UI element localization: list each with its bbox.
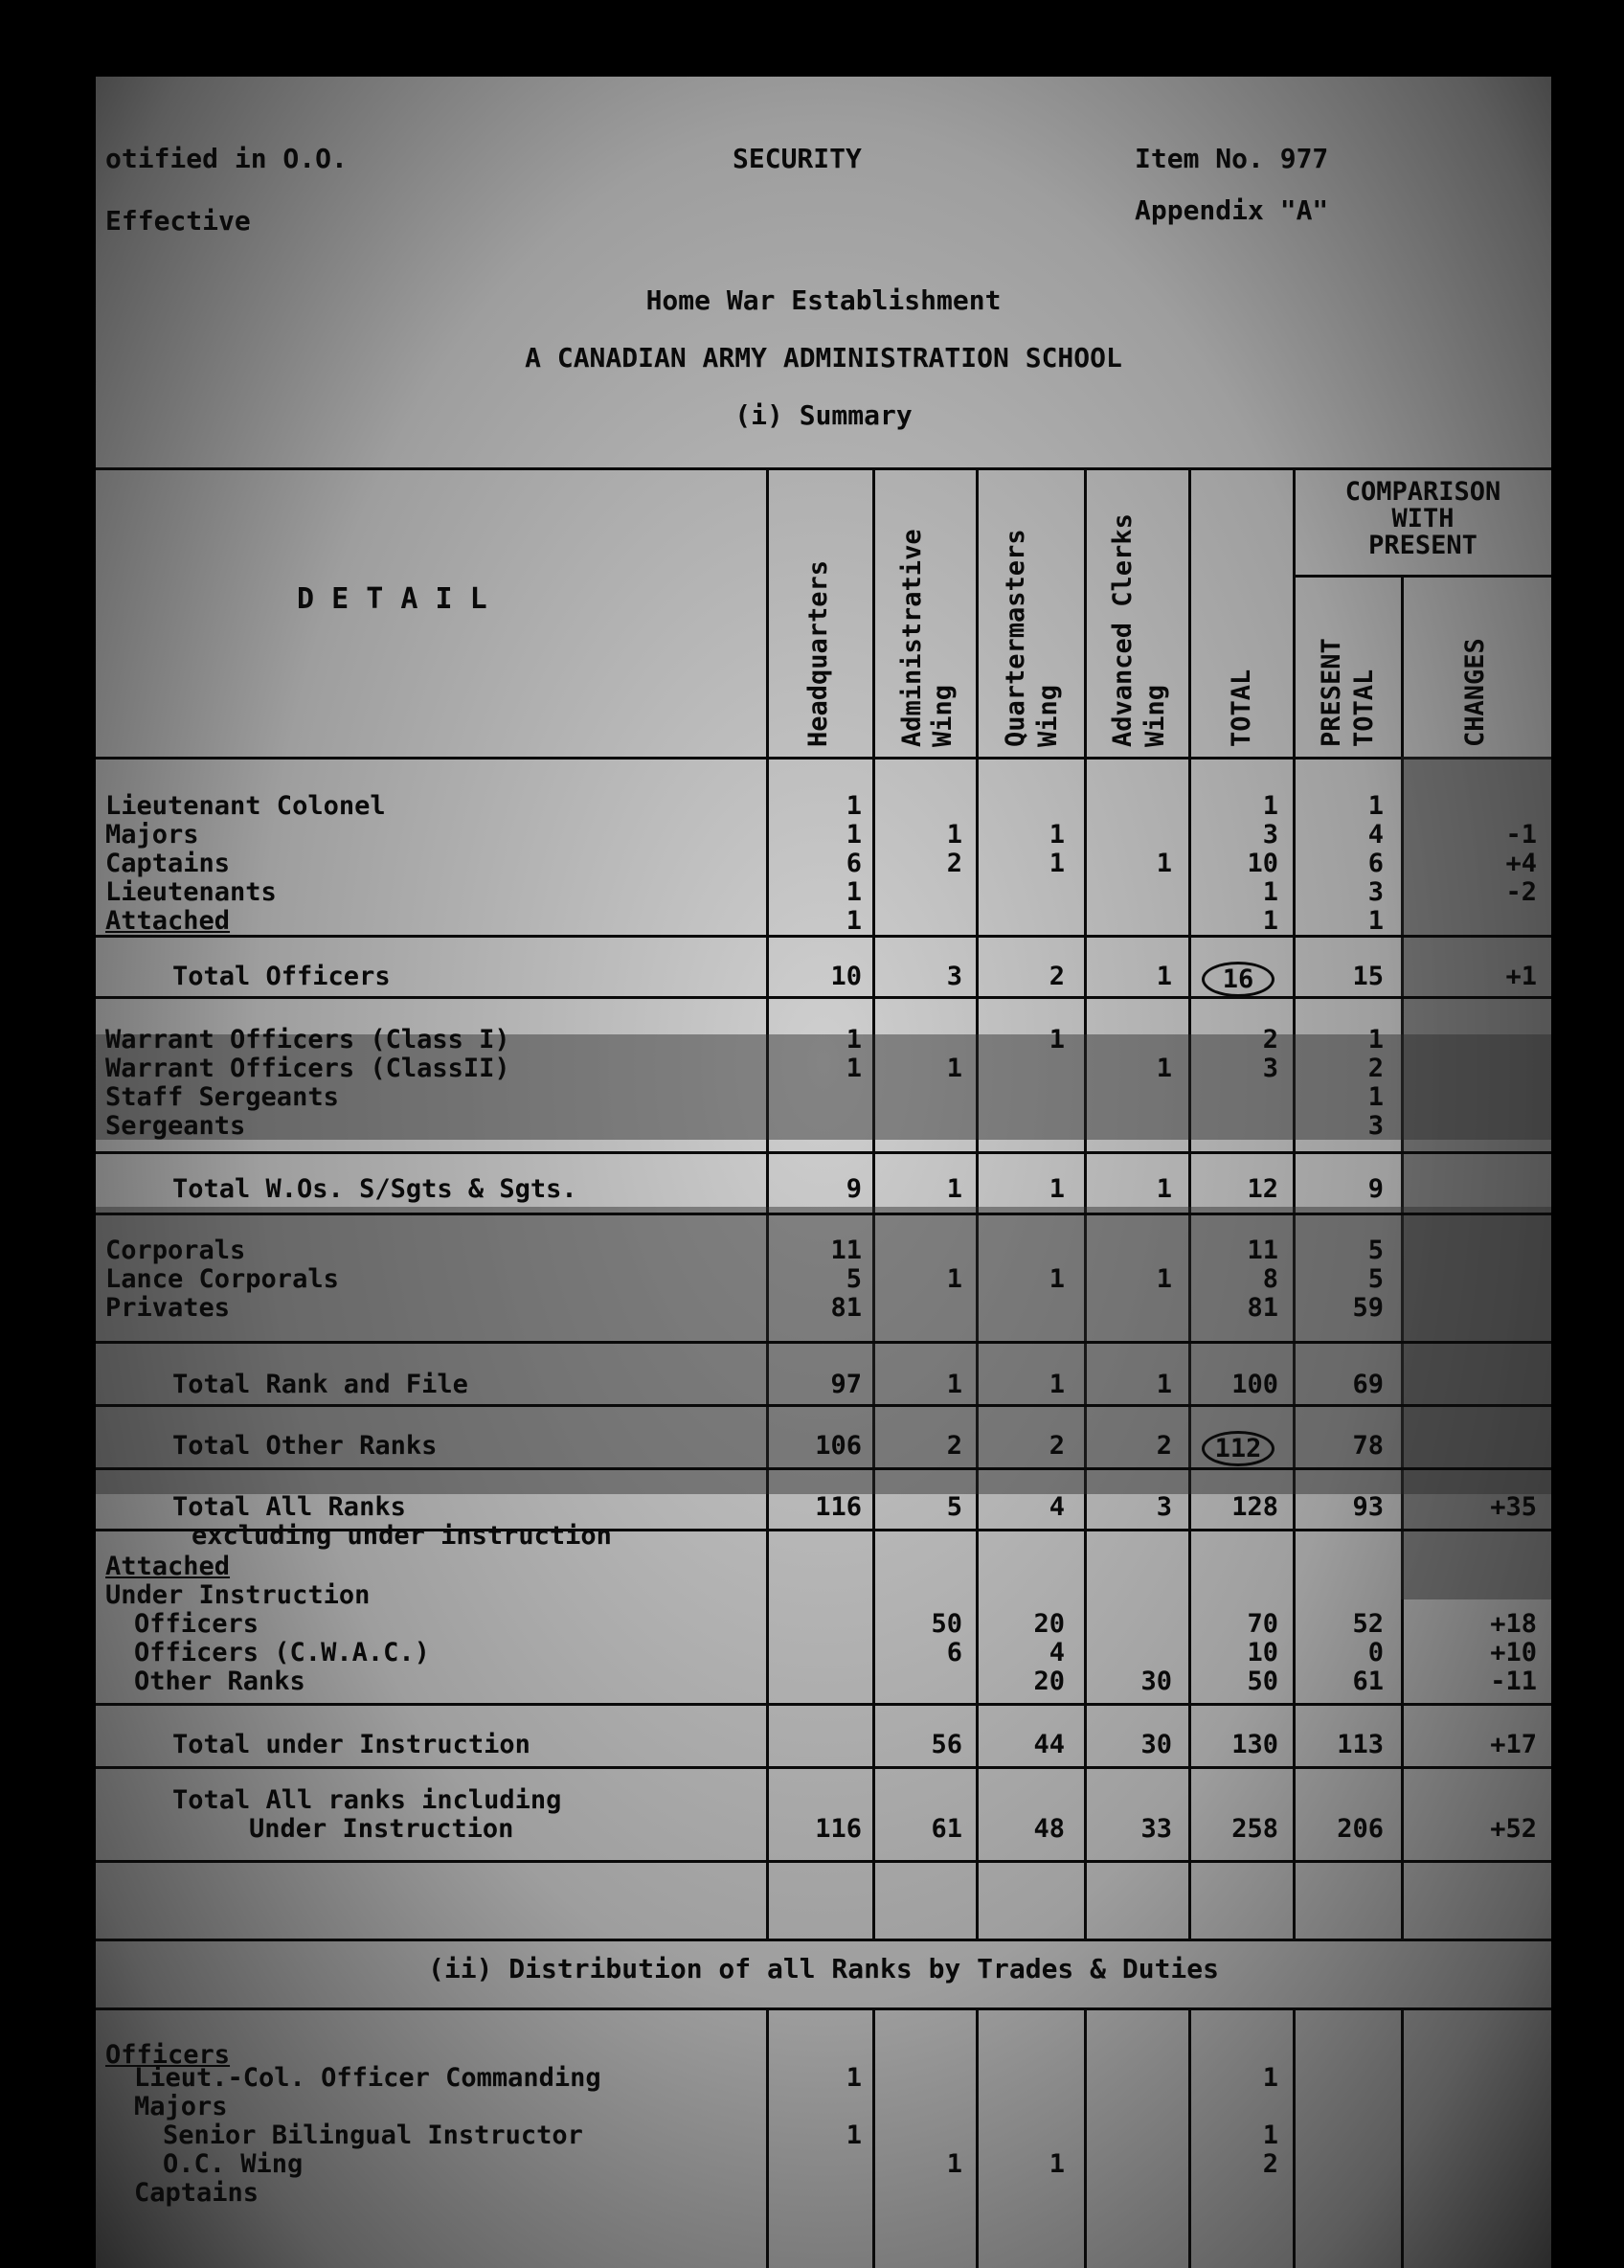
row-label: Officers [134,1609,259,1639]
row-label: Officers (C.W.A.C.) [134,1638,430,1667]
cell-adv: 1 [1156,849,1172,878]
cell-chg: -1 [1505,820,1537,850]
cell-chg: +35 [1490,1492,1537,1522]
column-admin-wing-2: Wing [928,684,958,747]
cell-qm: 4 [1049,1638,1065,1667]
column-qm-wing-2: Wing [1033,684,1063,747]
item-number: Item No. 977 [1135,143,1329,174]
row-label: Warrant Officers (Class I) [105,1025,510,1055]
cell-qm: 1 [1049,1264,1065,1294]
cell-pres: 15 [1352,962,1384,991]
cell-hq: 1 [846,1025,862,1055]
distribution-row-label: O.C. Wing [163,2149,304,2179]
row-label: Total W.Os. S/Sgts & Sgts. [172,1174,577,1204]
cell-pres: 78 [1352,1431,1384,1461]
cell-tot: 258 [1231,1814,1278,1844]
cell-adm: 1 [946,820,962,850]
row-label: Lieutenant Colonel [105,791,386,821]
cell-qm: 2 [1049,962,1065,991]
document-title: Home War Establishment [645,284,1002,316]
cell-adm: 56 [931,1730,962,1759]
appendix-label: Appendix "A" [1135,194,1329,226]
cell-chg: +10 [1490,1638,1537,1667]
cell-pres: 5 [1367,1264,1384,1294]
cell-adv: 3 [1156,1492,1172,1522]
cell-hq: 1 [846,1054,862,1083]
column-adv-wing-2: Wing [1140,684,1170,747]
cell-hq: 5 [846,1264,862,1294]
column-qm-wing-1: Quartermasters [1001,529,1030,747]
cell-qm: 1 [1049,1370,1065,1399]
cell-hq: 116 [815,1814,862,1844]
cell-qm: 4 [1049,1492,1065,1522]
distribution-cell-adm: 1 [946,2149,962,2179]
cell-tot: 3 [1262,1054,1278,1083]
row-label: Attached [105,1552,231,1581]
distribution-cell-hq: 1 [846,2121,862,2150]
notified-text: otified in O.O. [105,143,348,174]
cell-pres: 93 [1352,1492,1384,1522]
cell-chg: +1 [1505,962,1537,991]
cell-adv: 30 [1140,1730,1172,1759]
cell-tot: 2 [1262,1025,1278,1055]
cell-pres: 6 [1367,849,1384,878]
cell-pres: 61 [1352,1667,1384,1696]
cell-adm: 2 [946,1431,962,1461]
cell-tot: 1 [1262,877,1278,907]
cell-chg: -11 [1490,1667,1537,1696]
cell-hq: 1 [846,791,862,821]
cell-qm: 2 [1049,1431,1065,1461]
cell-pres: 1 [1367,1082,1384,1112]
row-label: Total under Instruction [172,1730,530,1759]
cell-pres: 5 [1367,1236,1384,1265]
row-label: Lance Corporals [105,1264,339,1294]
cell-qm: 1 [1049,820,1065,850]
cell-pres: 52 [1352,1609,1384,1639]
cell-qm: 20 [1033,1667,1065,1696]
cell-pres: 3 [1367,877,1384,907]
cell-chg: +4 [1505,849,1537,878]
cell-tot: 50 [1247,1667,1278,1696]
distribution-row-label: Lieut.-Col. Officer Commanding [134,2063,601,2093]
distribution-cell-tot: 1 [1262,2063,1278,2093]
cell-tot: 3 [1262,820,1278,850]
row-label: Total All Ranks [172,1492,406,1522]
summary-heading: (i) Summary [734,399,913,431]
cell-tot: 81 [1247,1293,1278,1323]
distribution-row-label: Captains [134,2178,259,2208]
row-label: Total Other Ranks [172,1431,438,1461]
cell-qm: 48 [1033,1814,1065,1844]
row-label: Captains [105,849,231,878]
cell-hq: 10 [830,962,862,991]
cell-adm: 3 [946,962,962,991]
cell-adm: 2 [946,849,962,878]
cell-adm: 1 [946,1174,962,1204]
cell-pres: 113 [1337,1730,1384,1759]
cell-pres: 1 [1367,1025,1384,1055]
document-page [96,77,1551,2268]
distribution-cell-hq: 1 [846,2063,862,2093]
cell-adv: 1 [1156,1370,1172,1399]
cell-adv: 1 [1156,1174,1172,1204]
row-label-continued: Under Instruction [249,1814,514,1844]
cell-tot: 11 [1247,1236,1278,1265]
column-admin-wing-1: Administrative [897,529,927,747]
column-detail: D E T A I L [297,582,487,616]
distribution-row-label: Majors [134,2092,228,2121]
cell-qm: 44 [1033,1730,1065,1759]
row-label: Privates [105,1293,231,1323]
cell-adv: 2 [1156,1431,1172,1461]
cell-adm: 5 [946,1492,962,1522]
row-label: Other Ranks [134,1667,305,1696]
row-label: Total All ranks including [172,1785,562,1815]
row-label: Lieutenants [105,877,277,907]
cell-tot: 100 [1231,1370,1278,1399]
cell-tot: 1 [1262,906,1278,936]
column-present-total-1: PRESENT [1317,638,1346,747]
cell-pres: 69 [1352,1370,1384,1399]
distribution-cell-qm: 1 [1049,2149,1065,2179]
cell-chg: +18 [1490,1609,1537,1639]
cell-qm: 1 [1049,1025,1065,1055]
cell-tot: 70 [1247,1609,1278,1639]
row-label: Corporals [105,1236,246,1265]
cell-hq: 106 [815,1431,862,1461]
cell-chg: +17 [1490,1730,1537,1759]
cell-pres: 59 [1352,1293,1384,1323]
row-label: Sergeants [105,1111,246,1141]
column-adv-wing-1: Advanced Clerks [1108,513,1138,747]
cell-adm: 1 [946,1264,962,1294]
row-label: Total Officers [172,962,391,991]
cell-chg: -2 [1505,877,1537,907]
distribution-cell-tot: 1 [1262,2121,1278,2150]
distribution-row-label: Senior Bilingual Instructor [163,2121,583,2150]
cell-hq: 1 [846,877,862,907]
cell-adv: 30 [1140,1667,1172,1696]
cell-hq: 9 [846,1174,862,1204]
cell-adm: 6 [946,1638,962,1667]
row-label-continued: excluding under instruction [192,1521,612,1551]
column-headquarters: Headquarters [803,559,833,747]
row-label: Warrant Officers (ClassII) [105,1054,510,1083]
cell-adm: 61 [931,1814,962,1844]
cell-adm: 1 [946,1370,962,1399]
cell-adv: 1 [1156,1264,1172,1294]
cell-tot: 128 [1231,1492,1278,1522]
cell-tot: 12 [1247,1174,1278,1204]
cell-pres: 9 [1367,1174,1384,1204]
distribution-heading: (ii) Distribution of all Ranks by Trades & Duties [427,1953,1219,1984]
row-label: Staff Sergeants [105,1082,339,1112]
cell-hq: 1 [846,820,862,850]
school-name: A CANADIAN ARMY ADMINISTRATION SCHOOL [525,342,1122,374]
cell-hq: 6 [846,849,862,878]
cell-pres: 1 [1367,791,1384,821]
cell-adm: 50 [931,1609,962,1639]
cell-tot: 1 [1262,791,1278,821]
cell-pres: 206 [1337,1814,1384,1844]
cell-adv: 1 [1156,962,1172,991]
security-marking: SECURITY [733,143,862,174]
row-label: Majors [105,820,199,850]
column-total: TOTAL [1227,669,1256,747]
cell-pres: 0 [1367,1638,1384,1667]
cell-pres: 1 [1367,906,1384,936]
cell-hq: 97 [830,1370,862,1399]
cell-qm: 1 [1049,1174,1065,1204]
cell-hq: 116 [815,1492,862,1522]
cell-tot: 10 [1247,849,1278,878]
cell-hq: 11 [830,1236,862,1265]
column-comparison: COMPARISON WITH PRESENT [1344,477,1501,560]
effective-text: Effective [105,205,251,237]
row-label: Total Rank and File [172,1370,468,1399]
cell-adv: 33 [1140,1814,1172,1844]
cell-adm: 1 [946,1054,962,1083]
column-present-total-2: TOTAL [1349,669,1379,747]
column-changes: CHANGES [1460,638,1490,747]
cell-pres: 4 [1367,820,1384,850]
cell-hq: 81 [830,1293,862,1323]
cell-adv: 1 [1156,1054,1172,1083]
cell-qm: 1 [1049,849,1065,878]
cell-qm: 20 [1033,1609,1065,1639]
cell-tot: 112 [1202,1431,1274,1466]
distribution-row-label: Officers [105,2040,231,2070]
cell-pres: 3 [1367,1111,1384,1141]
row-label: Under Instruction [105,1580,371,1610]
cell-tot: 16 [1202,962,1274,997]
cell-pres: 2 [1367,1054,1384,1083]
cell-tot: 10 [1247,1638,1278,1667]
distribution-cell-tot: 2 [1262,2149,1278,2179]
cell-hq: 1 [846,906,862,936]
cell-tot: 8 [1262,1264,1278,1294]
row-label: Attached [105,906,231,936]
cell-tot: 130 [1231,1730,1278,1759]
cell-chg: +52 [1490,1814,1537,1844]
